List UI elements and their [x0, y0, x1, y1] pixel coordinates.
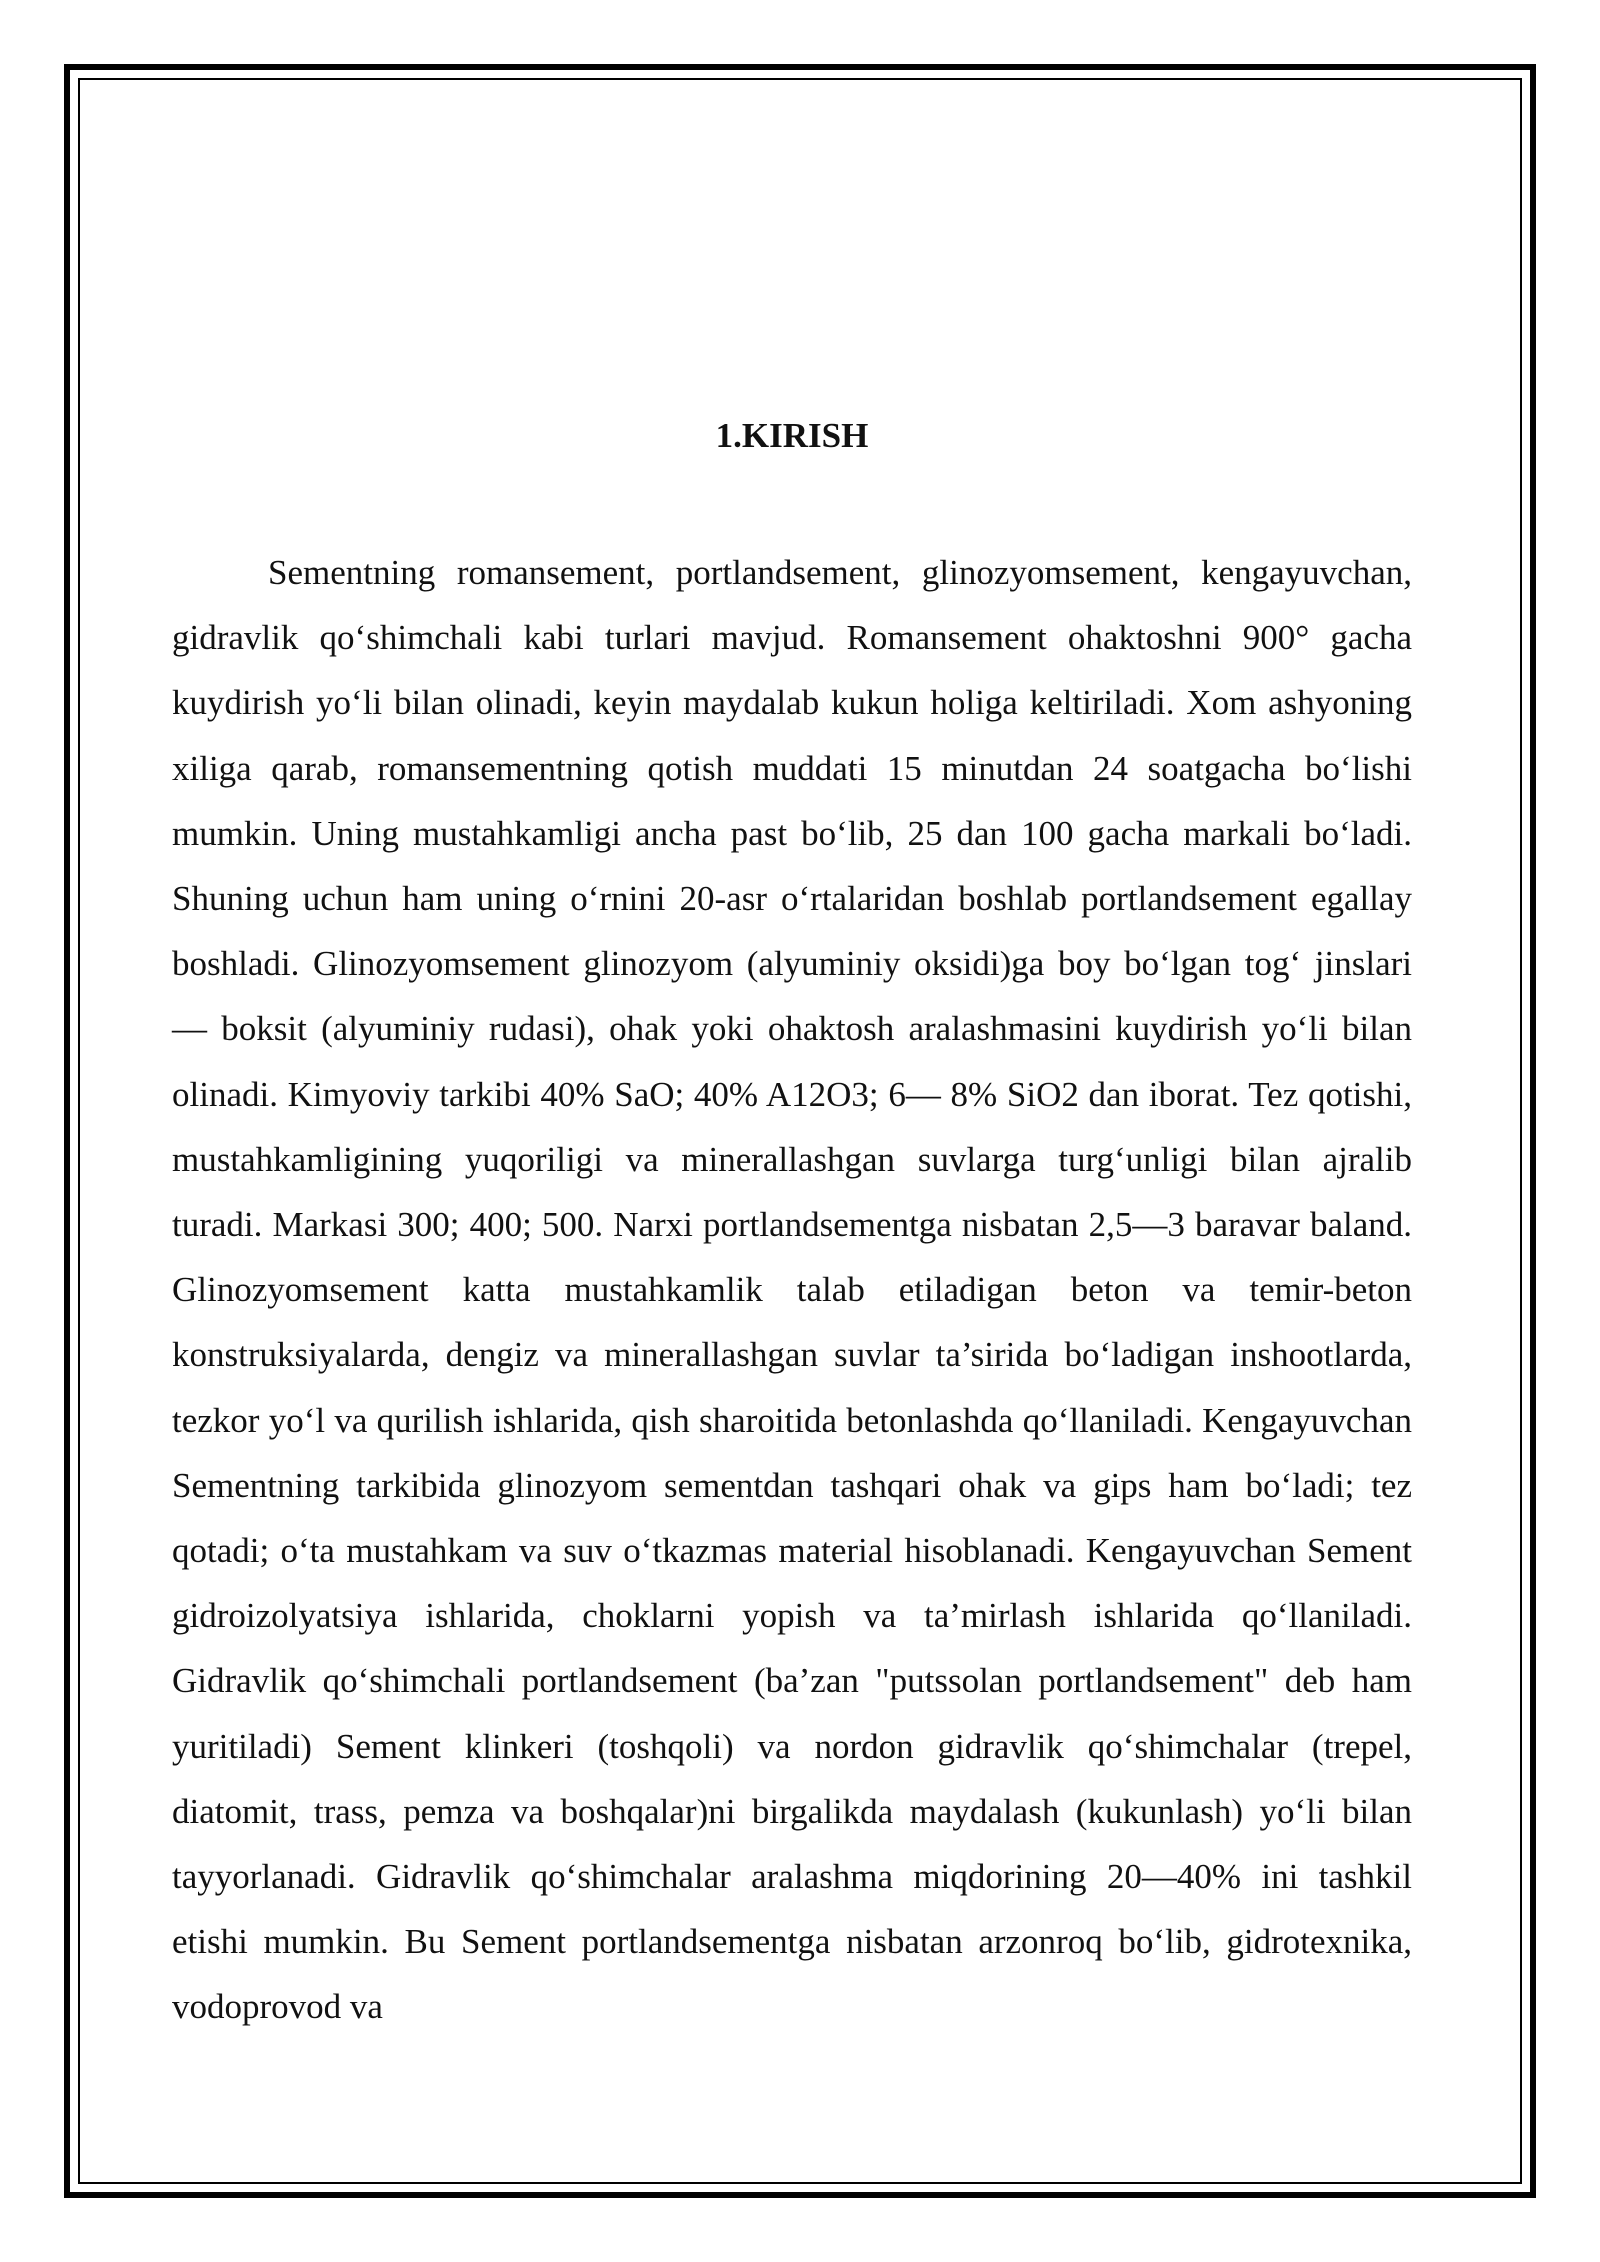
section-title: 1.KIRISH — [715, 416, 869, 455]
body-paragraph: Sementning romansement, portlandsement, glinozyomsement, kengayuvchan, gidravlik qo‘shimchali kabi turlari mavjud. Romansement ohaktoshni 900° gacha kuydirish yo‘li bilan olinadi, keyin maydalab kukun holiga keltiriladi. Xom ashyoning xiliga qarab, romansementning qotish muddati 15 minutdan 24 soatgacha bo‘lishi mumkin. Uning mustahkamligi ancha past bo‘lib, 25 dan 100 gacha markali bo‘ladi. Shuning uchun ham uning o‘rnini 20-asr o‘rtalaridan boshlab portlandsement egallay boshladi. Glinozyomsement glinozyom (alyuminiy oksidi)ga boy bo‘lgan tog‘ jinslari — boksit (alyuminiy rudasi), ohak yoki ohaktosh aralashmasini kuydirish yo‘li bilan olinadi. Kimyoviy tarkibi 40% SaO; 40% A12O3; 6— 8% SiO2 dan iborat. Tez qotishi, mustahkamligining yuqoriligi va minerallashgan suvlarga turg‘unligi bilan ajralib turadi. Markasi 300; 400; 500. Narxi portlandsementga nisbatan 2,5—3 baravar baland. Glinozyomsement katta mustahkamlik talab etiladigan beton va temir-beton konstruksiyalarda, dengiz va minerallashgan suvlar ta’sirida bo‘ladigan inshootlarda, tezkor yo‘l va qurilish ishlarida, qish sharoitida betonlashda qo‘llaniladi. Kengayuvchan Sementning tarkibida glinozyom sementdan tashqari ohak va gips ham bo‘ladi; tez qotadi; o‘ta mustahkam va suv o‘tkazmas material hisoblanadi. Kengayuvchan Sement gidroizolyatsiya ishlarida, choklarni yopish va ta’mirlash ishlarida qo‘llaniladi. Gidravlik qo‘shimchali portlandsement (ba’zan "putssolan portlandsement" deb ham yuritiladi) Sement klinkeri (toshqoli) va nordon gidravlik qo‘shimchalar (trepel, diatomit, trass, pemza va boshqalar)ni birgalikda maydalash (kukunlash) yo‘li bilan tayyorlanadi. Gidravlik qo‘shimchalar aralashma miqdorining 20—40% ini tashkil etishi mumkin. Bu Sement portlandsementga nisbatan arzonroq bo‘lib, gidrotexnika, vodoprovod va — [172, 553, 1412, 2027]
